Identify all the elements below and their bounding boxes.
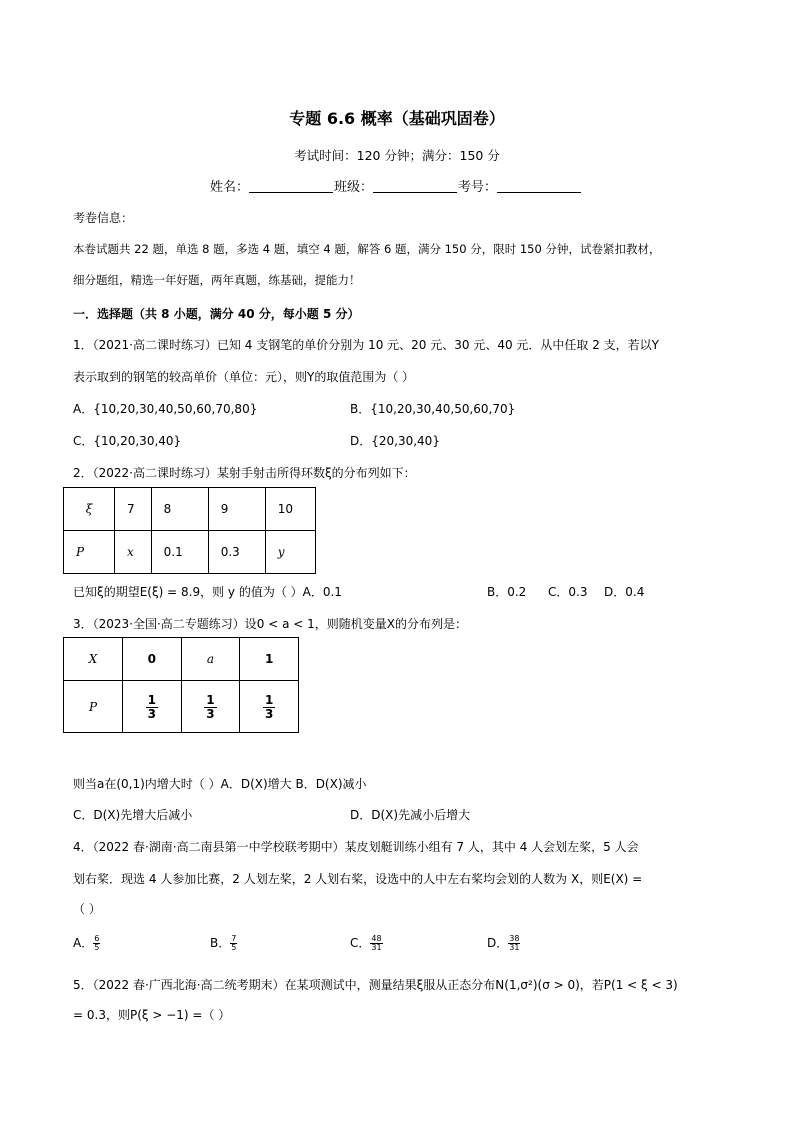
table-cell: 0 <box>123 638 182 681</box>
q2-option-c: C．0.3 <box>548 585 588 599</box>
q4-option-d: D． $\frac{38}{31}$ <box>487 934 520 952</box>
q5-line-2: = 0.3，则P(ξ > −1) =（ ） <box>73 1008 231 1022</box>
table-cell: 1 <box>240 638 299 681</box>
q4-option-b: B． $\frac{7}{5}$ <box>210 934 237 952</box>
fraction: $\frac{1}{3}$ <box>147 692 156 721</box>
table-cell: 7 <box>115 488 152 531</box>
table-row <box>64 531 316 574</box>
q3-distribution-table <box>63 637 299 733</box>
table-cell <box>181 681 240 733</box>
name-field[interactable] <box>249 180 333 193</box>
q3-option-d: D．D(X)先减小后增大 <box>350 808 471 822</box>
fraction: $\frac{7}{5}$ <box>231 934 237 952</box>
info-label: 考卷信息： <box>73 211 134 225</box>
table-cell: a <box>181 638 240 681</box>
number-field[interactable] <box>497 180 581 193</box>
table-cell: P <box>64 531 115 574</box>
q1-line-2: 表示取到的钢笔的较高单价（单位：元），则Y的取值范围为（ ） <box>73 370 415 384</box>
q5-line-1: 5．（2022 春·广西北海·高二统考期末）在某项测试中，测量结果ξ服从正态分布N(1,σ²)(σ > 0)，若P(1 < ξ < 3) <box>73 978 678 992</box>
table-cell: x <box>115 531 152 574</box>
table-cell: P <box>64 681 123 733</box>
table-cell: 8 <box>151 488 208 531</box>
table-cell <box>123 681 182 733</box>
q2-question: 已知ξ的期望E(ξ) = 8.9，则 y 的值为（ ）A．0.1 <box>73 585 342 599</box>
table-cell: ξ <box>64 488 115 531</box>
q2-stem: 2．（2022·高二课时练习）某射手射击所得环数ξ的分布列如下： <box>73 466 416 480</box>
q2-option-d: D．0.4 <box>604 585 645 599</box>
table-row <box>64 681 299 733</box>
q1-option-a: A．{10,20,30,40,50,60,70,80} <box>73 402 258 416</box>
q2-option-b: B．0.2 <box>487 585 527 599</box>
q1-option-b: B．{10,20,30,40,50,60,70} <box>350 402 516 416</box>
class-field[interactable] <box>373 180 457 193</box>
q4-option-c: C． $\frac{48}{31}$ <box>350 934 382 952</box>
name-label: 姓名： <box>210 180 250 195</box>
info-line-2: 细分题组，精选一年好题，两年真题，练基础，提能力！ <box>73 273 361 287</box>
page-title: 专题 6.6 概率（基础巩固卷） <box>289 109 505 128</box>
q3-question: 则当a在(0,1)内增大时（ ）A．D(X)增大 B．D(X)减小 <box>73 777 367 791</box>
q4-line-2: 划右桨．现选 4 人参加比赛，2 人划左桨，2 人划右桨，设选中的人中左右桨均会划的人数为 X，则E(X) = <box>73 872 643 886</box>
q1-option-d: D．{20,30,40} <box>350 434 440 448</box>
section-heading: 一．选择题（共 8 小题，满分 40 分，每小题 5 分） <box>73 307 360 321</box>
student-fields <box>210 176 582 195</box>
q1-option-c: C．{10,20,30,40} <box>73 434 182 448</box>
fraction: $\frac{1}{3}$ <box>206 692 215 721</box>
table-cell: X <box>64 638 123 681</box>
fraction: $\frac{1}{3}$ <box>264 692 274 721</box>
q3-option-c: C．D(X)先增大后减小 <box>73 808 193 822</box>
table-row <box>64 488 316 531</box>
exam-time: 考试时间：120 分钟；满分：150 分 <box>294 148 500 163</box>
q3-stem: 3．（2023·全国·高二专题练习）设0 < a < 1，则随机变量X的分布列是： <box>73 617 468 631</box>
number-label: 考号： <box>458 180 498 195</box>
q4-option-a: A． $\frac{6}{5}$ <box>73 934 100 952</box>
fraction: $\frac{38}{31}$ <box>509 934 520 952</box>
class-label: 班级： <box>334 180 374 195</box>
table-cell: 9 <box>208 488 265 531</box>
table-cell: y <box>265 531 315 574</box>
fraction: $\frac{6}{5}$ <box>94 934 100 952</box>
table-cell: 0.1 <box>151 531 208 574</box>
q1-line-1: 1．（2021·高二课时练习）已知 4 支钢笔的单价分别为 10 元、20 元、30 元、40 元．从中任取 2 支，若以Y <box>73 338 659 352</box>
fraction: $\frac{48}{31}$ <box>371 934 382 952</box>
q4-line-1: 4．（2022 春·湖南·高二南县第一中学校联考期中）某皮划艇训练小组有 7 人，其中 4 人会划左桨，5 人会 <box>73 840 639 854</box>
table-cell: 10 <box>265 488 315 531</box>
info-line-1: 本卷试题共 22 题，单选 8 题，多选 4 题，填空 4 题，解答 6 题，满分 150 分，限时 150 分钟，试卷紧扣教材， <box>73 242 661 256</box>
table-cell <box>240 681 299 733</box>
q2-distribution-table <box>63 487 316 574</box>
table-cell: 0.3 <box>208 531 265 574</box>
table-row <box>64 638 299 681</box>
q4-line-3: （ ） <box>73 902 101 916</box>
